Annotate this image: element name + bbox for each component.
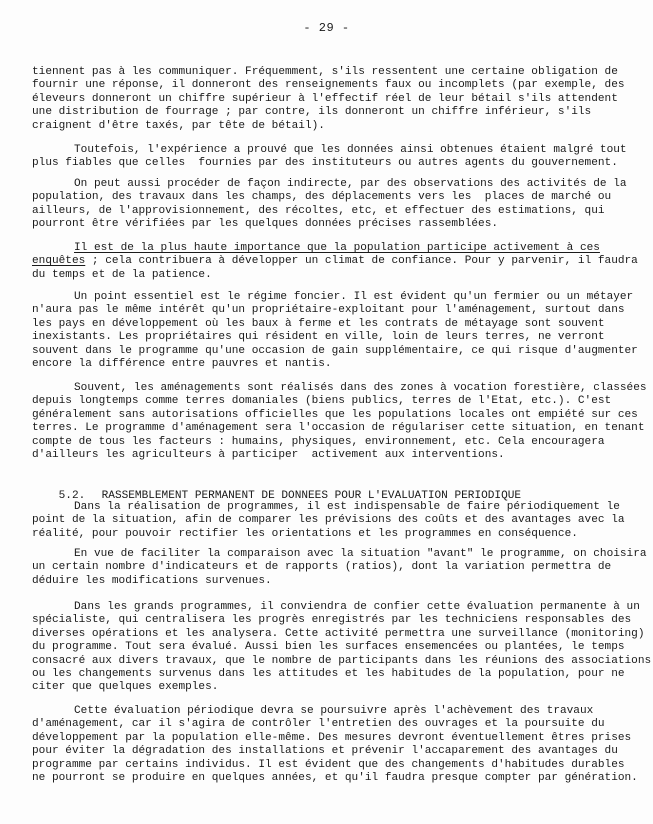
text-line: n'aura pas le même intérêt qu'un propriétaire-exploitant pour l'aménagement, surtout dans (32, 304, 625, 317)
section-number: 5.2. (58, 490, 86, 503)
text-line: déduire les modifications survenues. (32, 574, 272, 587)
paragraph-evaluation-periodique (32, 705, 638, 785)
text-line: spécialiste, qui centralisera les progrès enregistrés par les techniciens responsables des (32, 614, 632, 627)
text-line: ne pourront se produire en quelques années, et qu'il faudra presque compter par génération. (32, 771, 638, 784)
text-line: Toutefois, l'expérience a prouvé que les données ainsi obtenues étaient malgré tout (74, 144, 627, 156)
paragraph-realisation (32, 501, 625, 541)
text-line: plus fiables que celles fournies par des instituteurs ou autres agents du gouvernement. (32, 157, 618, 170)
paragraph-regime-foncier (32, 291, 638, 371)
text-line: ou les changements survenus dans les attitudes et les habitudes de la population, pour ne (32, 667, 625, 680)
text-line: pour éviter la dégradation des installations et prévenir l'accaparement des avantages du (32, 745, 618, 758)
text-line: du temps et de la patience. (32, 268, 212, 281)
text-line (32, 255, 638, 268)
text-line: citer que quelques exemples. (32, 681, 219, 694)
text-line (32, 242, 622, 255)
section-title: RASSEMBLEMENT PERMANENT DE DONNEES POUR L'EVALUATION PERIODIQUE (101, 490, 522, 503)
underlined-text: enquêtes (32, 255, 86, 268)
text-line: tiennent pas à les communiquer. Fréquemment, s'ils ressentent une certaine obligation de (32, 66, 618, 78)
paragraph-zones-forestieres (32, 382, 647, 462)
text-line: les pays en développement où les baux à ferme et les contrats de métayage sont souvent (32, 317, 605, 330)
text-line: du programme. Tout sera évalué. Aussi bien les surfaces ensemencées ou plantées, le temps (32, 641, 625, 654)
text-line: On peut aussi procéder de façon indirecte, par des observations des activités de la (74, 178, 627, 190)
text-line: éleveurs donneront un chiffre supérieur à l'effectif réel de leur bétail s'ils attendent (32, 92, 618, 105)
text-line: Cette évaluation périodique devra se poursuivre après l'achèvement des travaux (74, 705, 594, 717)
text-fragment: ; cela contribuera à développer un climat de confiance. Pour y parvenir, il faudra (85, 255, 638, 268)
text-line: un certain nombre d'indicateurs et de rapports (ratios), dont la variation permettra de (32, 561, 612, 574)
paragraph-participation (32, 242, 638, 282)
text-line: ailleurs, de l'approvisionnement, des récoltes, etc, et effectuer des estimations, qui (32, 204, 605, 217)
text-line: d'aménagement, car il s'agira de contrôler l'entretien des ouvrages et la poursuite du (32, 718, 605, 731)
text-line: Dans la réalisation de programmes, il est indispensable de faire périodiquement le (74, 501, 620, 513)
text-line: population, des travaux dans les champs, des déplacements vers les places de marché ou (32, 191, 612, 204)
underlined-text: Il est de la plus haute importance que la population participe activement à ces (74, 242, 600, 254)
text-line: généralement sans autorisations officielles que les populations locales ont empiété sur ces (32, 408, 638, 421)
text-line: Un point essentiel est le régime foncier. Il est évident qu'un fermier ou un métayer (74, 291, 634, 303)
text-line: depuis longtemps comme terres domaniales (biens publics, terres de l'Etat, etc.). C'est (32, 395, 612, 408)
text-line: encore la différence entre pauvres et nantis. (32, 357, 332, 370)
page-number: - 29 - (303, 21, 350, 35)
text-line: développement par la population elle-même. Des mesures devront éventuellement êtres prises (32, 731, 632, 744)
text-line: En vue de faciliter la comparaison avec la situation "avant" le programme, on choisira (74, 548, 647, 560)
text-line: consacré aux divers travaux, que le nombre de participants dans les réunions des associations (32, 654, 652, 667)
text-line: Souvent, les aménagements sont réalisés dans des zones à vocation forestière, classées (74, 382, 647, 394)
text-line: souvent dans le programme qu'une occasion de gain supplémentaire, ce qui risque d'augmenter (32, 344, 638, 357)
paragraph-procedure-indirecte (32, 178, 627, 232)
paragraph-grands-programmes (32, 601, 652, 695)
text-line: compte de tous les facteurs : humains, physiques, environnement, etc. Cela encouragera (32, 435, 605, 448)
text-line: point de la situation, afin de comparer les prévisions des coûts et des avantages avec la (32, 514, 625, 527)
text-line: une distribution de fourrage ; par contre, ils donneront un chiffre inférieur, s'ils (32, 106, 592, 119)
text-line: terres. Le programme d'aménagement sera l'occasion de régulariser cette situation, en tenant (32, 422, 645, 435)
paragraph-toutefois (32, 144, 627, 171)
text-line: programme par certains individus. Il est évident que des changements d'habitudes durables (32, 758, 625, 771)
text-line: craignent d'être taxés, par tête de bétail). (32, 119, 325, 132)
paragraph-comparaison (32, 548, 647, 588)
text-line: inexistants. Les propriétaires qui résident en ville, loin de leurs terres, ne verront (32, 331, 605, 344)
paragraph-continuation (32, 66, 625, 133)
text-line: réalité, pour pouvoir rectifier les orientations et les programmes en conséquence. (32, 527, 578, 540)
text-line: diverses opérations et les analysera. Cette activité permettra une surveillance (monitoring) (32, 627, 645, 640)
text-line: pourront être vérifiées par les quelques données précises rassemblées. (32, 218, 499, 231)
text-line: fournir une réponse, il donneront des renseignements faux ou incomplets (par exemple, des (32, 79, 625, 92)
text-line: d'ailleurs les agriculteurs à participer activement aux interventions. (32, 448, 505, 461)
text-line: Dans les grands programmes, il conviendra de confier cette évaluation permanente à un (74, 601, 640, 613)
